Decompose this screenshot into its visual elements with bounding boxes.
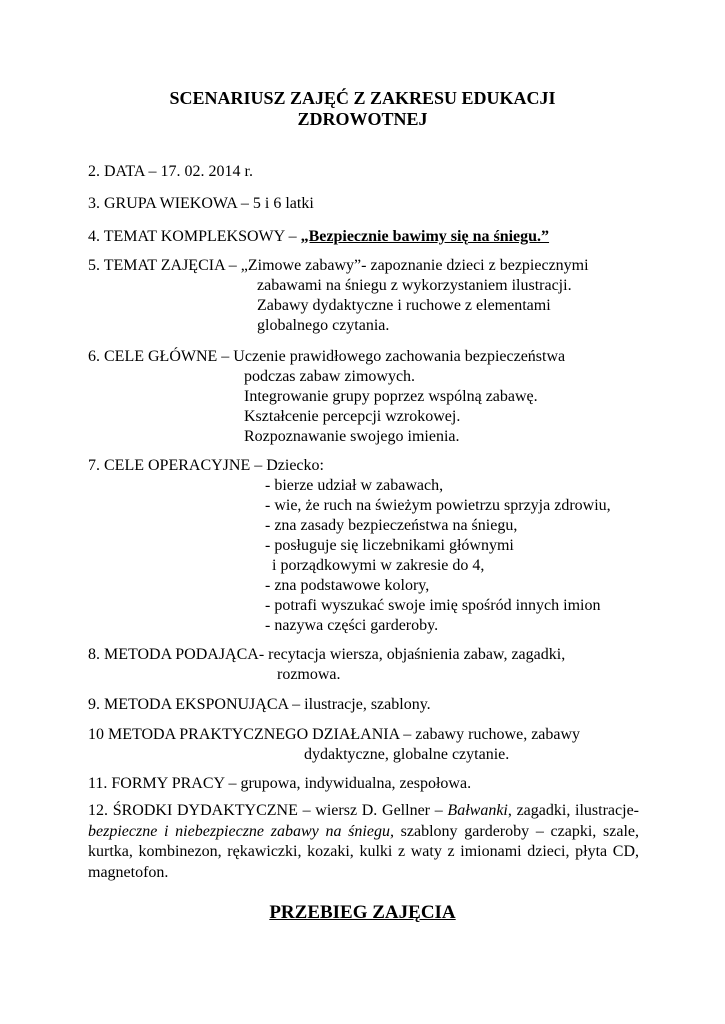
metoda-praktyczna-line: dydaktyczne, globalne czytanie.	[304, 746, 510, 763]
cele-operacyjne-line: - potrafi wyszukać swoje imię spośród innych imion	[265, 597, 601, 614]
cele-operacyjne-line: - bierze udział w zabawach,	[265, 477, 444, 494]
temat-zajecia-line: zabawami na śniegu z wykorzystaniem ilustracji.	[257, 277, 572, 294]
cele-glowne-line: Kształcenie percepcji wzrokowej.	[244, 408, 461, 425]
item-srodki-dydaktyczne	[88, 801, 639, 883]
title-line-2: ZDROWOTNEJ	[297, 109, 428, 129]
cele-glowne-line: 6. CELE GŁÓWNE – Uczenie prawidłowego zachowania bezpieczeństwa	[88, 348, 566, 365]
metoda-praktyczna-line: 10 METODA PRAKTYCZNEGO DZIAŁANIA – zabawy ruchowe, zabawy	[88, 726, 581, 743]
cele-operacyjne-line: - posługuje się liczebnikami głównymi	[265, 537, 514, 554]
cele-operacyjne-line: - zna podstawowe kolory,	[265, 577, 430, 594]
srodki-italic-title: Bałwanki	[447, 802, 508, 819]
srodki-text: szablony garderoby – czapki, szale, kurtka, kombinezon, rękawiczki, kozaki, kulki z waty z imionami dzieci, płyta CD, magnetofon.	[88, 822, 639, 881]
temat-zajecia-line: Zabawy dydaktyczne i ruchowe z elementami	[257, 297, 551, 314]
przebieg-heading: PRZEBIEG ZAJĘCIA	[269, 902, 456, 923]
document-title	[0, 88, 725, 130]
cele-glowne-line: podczas zabaw zimowych.	[244, 368, 416, 385]
cele-operacyjne-line: 7. CELE OPERACYJNE – Dziecko:	[88, 457, 324, 474]
item-metoda-eksponujaca: 9. METODA EKSPONUJĄCA – ilustracje, szablony.	[88, 696, 431, 713]
item-grupa-wiekowa: 3. GRUPA WIEKOWA – 5 i 6 latki	[88, 195, 314, 212]
srodki-text: , zagadki, ilustracje-	[507, 802, 639, 819]
srodki-italic-description: bezpieczne i niebezpieczne zabawy na śniegu,	[88, 822, 394, 840]
temat-zajecia-line: 5. TEMAT ZAJĘCIA – „Zimowe zabawy”- zapoznanie dzieci z bezpiecznymi	[88, 257, 589, 274]
cele-operacyjne-line: - wie, że ruch na świeżym powietrzu sprzyja zdrowiu,	[265, 497, 611, 514]
temat-kompleksowy-label: 4. TEMAT KOMPLEKSOWY –	[88, 228, 301, 245]
metoda-podajaca-line: rozmowa.	[277, 666, 341, 683]
metoda-podajaca-line: 8. METODA PODAJĄCA- recytacja wiersza, objaśnienia zabaw, zagadki,	[88, 646, 566, 663]
cele-operacyjne-line: - nazywa części garderoby.	[265, 617, 439, 634]
temat-kompleksowy-value: „Bezpiecznie bawimy się na śniegu.”	[300, 228, 550, 245]
temat-zajecia-line: globalnego czytania.	[257, 317, 390, 334]
item-temat-kompleksowy	[88, 227, 549, 247]
srodki-text: 12. ŚRODKI DYDAKTYCZNE – wiersz D. Gellner –	[88, 802, 448, 819]
cele-operacyjne-line: - zna zasady bezpieczeństwa na śniegu,	[265, 517, 518, 534]
cele-operacyjne-line: i porządkowymi w zakresie do 4,	[272, 557, 485, 574]
title-line-1: SCENARIUSZ ZAJĘĆ Z ZAKRESU EDUKACJI	[169, 88, 556, 108]
item-data: 2. DATA – 17. 02. 2014 r.	[88, 163, 253, 180]
cele-glowne-line: Integrowanie grupy poprzez wspólną zabawę.	[244, 388, 538, 405]
item-formy-pracy: 11. FORMY PRACY – grupowa, indywidualna, zespołowa.	[88, 775, 472, 792]
cele-glowne-line: Rozpoznawanie swojego imienia.	[244, 428, 460, 445]
